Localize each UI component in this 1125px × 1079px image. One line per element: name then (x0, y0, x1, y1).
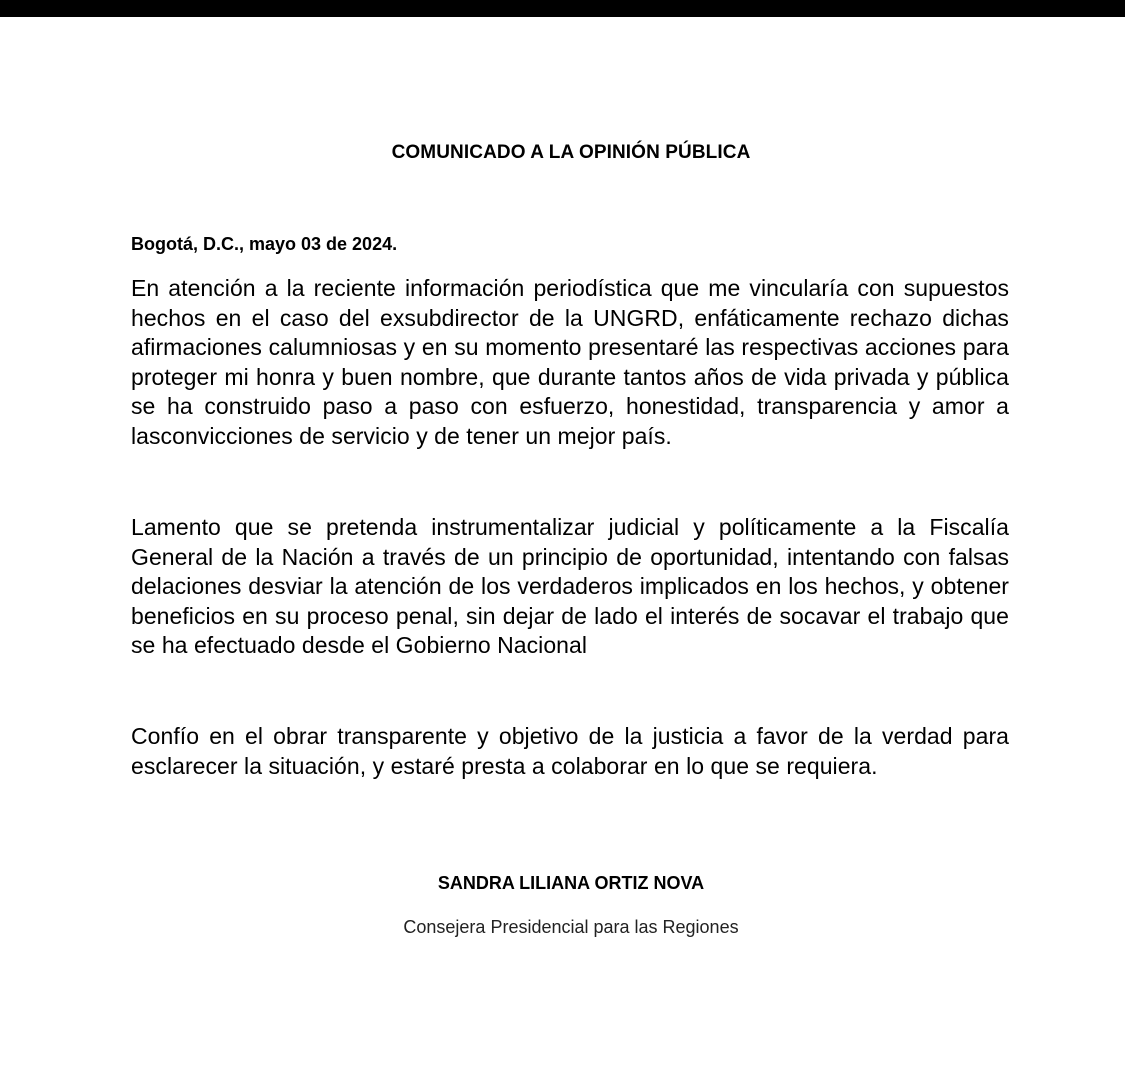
paragraph-3: Confío en el obrar transparente y objetivo de la justicia a favor de la verdad para esclarecer la situación, y estaré presta a colaborar en lo que se requiera. (131, 723, 1009, 779)
paragraph-1: En atención a la reciente información periodística que me vincularía con supuestos hechos en el caso del exsubdirector de la UNGRD, enfáticamente rechazo dichas afirmaciones calumniosas y en su momento presentaré las respectivas acciones para proteger mi honra y buen nombre, que durante tantos años de vida privada y pública se ha construido paso a paso con esfuerzo, honestidad, transparencia y amor a lasconvicciones de servicio y de tener un mejor país. (131, 275, 1009, 449)
document-date: Bogotá, D.C., mayo 03 de 2024. (131, 234, 398, 254)
paragraph-2: Lamento que se pretenda instrumentalizar judicial y políticamente a la Fiscalía General de la Nación a través de un principio de oportunidad, intentando con falsas delaciones desviar la atención de los verdaderos implicados en los hechos, y obtener beneficios en su proceso penal, sin dejar de lado el interés de socavar el trabajo que se ha efectuado desde el Gobierno Nacional (131, 514, 1009, 658)
document-title: COMUNICADO A LA OPINIÓN PÚBLICA (391, 142, 751, 163)
signature-role: Consejera Presidencial para las Regiones (403, 917, 739, 937)
signature-name: SANDRA LILIANA ORTIZ NOVA (437, 873, 705, 893)
